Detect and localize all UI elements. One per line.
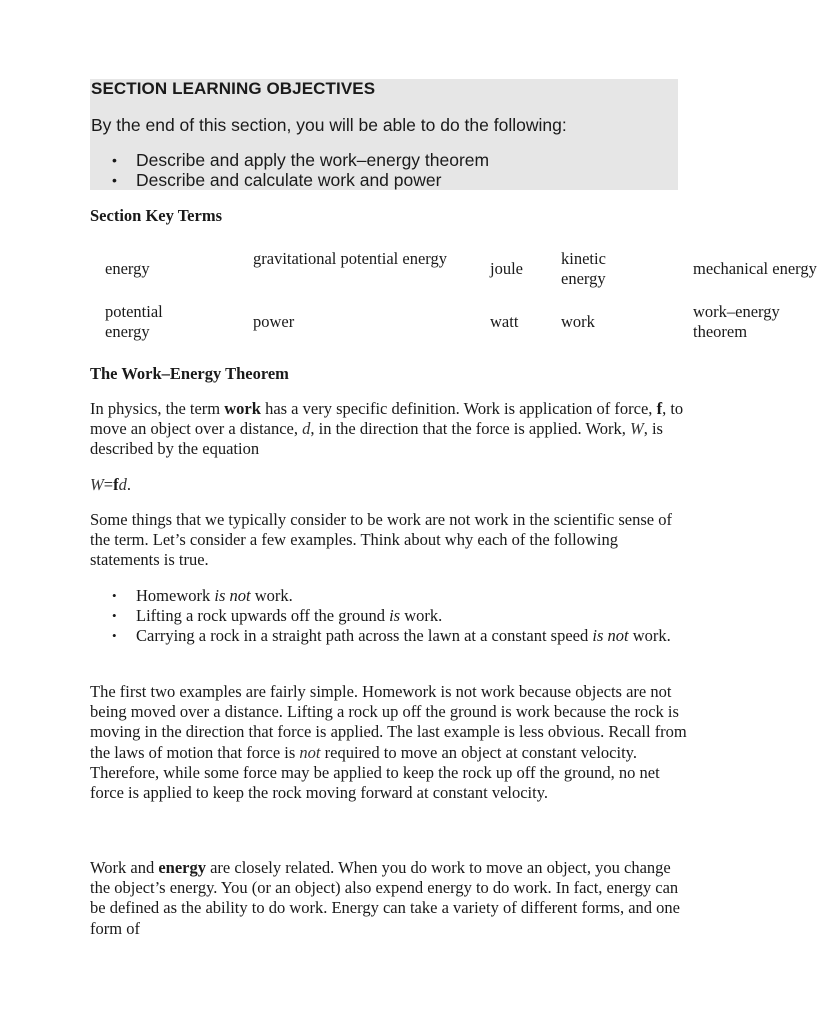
paragraph-work-definition: In physics, the term work has a very specific definition. Work is application of force, f, to move an object over a distance, d, in the direction that the force is applied. Work, W, is described by the equation [90, 399, 684, 459]
list-item: • Carrying a rock in a straight path across the lawn at a constant speed is not work. [90, 626, 676, 646]
equation: W=fd. [90, 475, 131, 494]
objective-item: • Describe and calculate work and power [90, 170, 489, 190]
paragraph-work-and-energy: Work and energy are closely related. When you do work to move an object, you change the object’s energy. You (or an object) also expend energy to do work. In fact, energy can be defined as the ability to do work. Energy can take a variety of different forms, and one form of [90, 858, 680, 938]
key-terms-heading: Section Key Terms [90, 206, 222, 225]
list-item: • Homework is not work. [90, 586, 690, 606]
key-term: work–energy theorem [693, 302, 780, 341]
learning-objectives-box [90, 79, 678, 190]
section-heading: The Work–Energy Theorem [90, 364, 289, 383]
objectives-title: SECTION LEARNING OBJECTIVES [91, 79, 376, 98]
paragraph-examples-intro: Some things that we typically consider to be work are not work in the scientific sense of the term. Let’s consider a few examples. Think about why each of the following statements is true. [90, 510, 672, 570]
objectives-intro: By the end of this section, you will be able to do the following: [91, 115, 567, 135]
paragraph-explanation: The first two examples are fairly simple. Homework is not work because objects are not being moved over a distance. Lifting a rock up off the ground is work because the rock is moving in the direction that force is applied. The last example is less obvious. Recall from the laws of motion that force is not required to move an object at constant velocity. Therefore, while some force may be applied to keep the rock up off the ground, no net force is applied to keep the rock moving forward at constant velocity. [90, 682, 687, 803]
key-term: gravitational potential energy [253, 249, 447, 268]
objectives-list [90, 150, 489, 190]
key-term: potential energy [105, 302, 163, 341]
objective-item: • Describe and apply the work–energy theorem [90, 150, 489, 170]
list-item: • Lifting a rock upwards off the ground is work. [90, 606, 690, 626]
key-term: mechanical energy [693, 259, 817, 278]
key-term: joule [490, 259, 523, 278]
key-term: energy [105, 259, 150, 278]
examples-list [90, 586, 690, 647]
key-term: work [561, 312, 595, 331]
key-term: watt [490, 312, 519, 331]
key-term: power [253, 312, 295, 331]
key-term: kinetic energy [561, 249, 606, 288]
